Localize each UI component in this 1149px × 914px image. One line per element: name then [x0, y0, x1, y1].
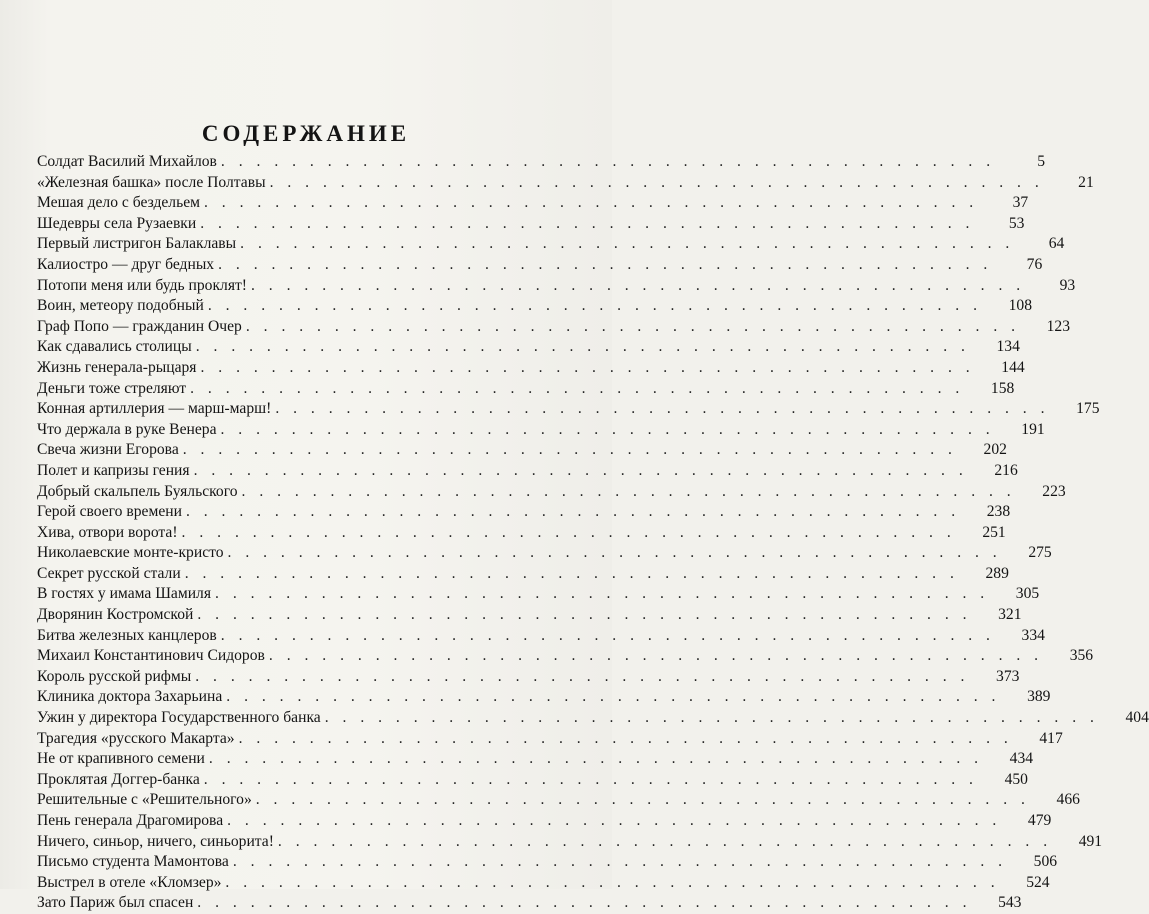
- dot-leader: . . . . . . . . . . . . . . . . . . . . . . . . . . . . . . . . . . . . . . . . . . . .: [203, 770, 978, 788]
- toc-entry: [37, 523, 1006, 544]
- toc-entry-page: 491: [1078, 832, 1103, 850]
- toc-entry-title: Шедевры села Рузаевки: [37, 214, 197, 232]
- toc-entry-title: Дворянин Костромской: [37, 606, 194, 624]
- toc-entry-page: 373: [996, 667, 1020, 685]
- toc-entry: [37, 152, 1046, 173]
- toc-entry-page: 93: [1059, 276, 1076, 294]
- toc-entry-title: Конная артиллерия — марш-марш!: [37, 400, 272, 418]
- toc-entry-title: Пень генерала Драгомирова: [37, 812, 224, 829]
- dot-leader: . . . . . . . . . . . . . . . . . . . . . . . . . . . . . . . . . . . . . . . . . . . .: [268, 647, 1044, 665]
- dot-leader: . . . . . . . . . . . . . . . . . . . . . . . . . . . . . . . . . . . . . . . . . . . .: [204, 194, 979, 212]
- toc-entry-title: Михаил Константинович Сидоров: [37, 647, 265, 665]
- toc-entry-page: 216: [994, 461, 1018, 479]
- toc-entry: [37, 276, 1076, 297]
- dot-leader: . . . . . . . . . . . . . . . . . . . . . . . . . . . . . . . . . . . . . . . . . . . .: [184, 564, 959, 582]
- dot-leader: . . . . . . . . . . . . . . . . . . . . . . . . . . . . . . . . . . . . . . . . . . . .: [324, 709, 1099, 727]
- toc-entry-title: Жизнь генерала-рыцаря: [37, 358, 197, 376]
- toc-entry: [37, 687, 1051, 708]
- toc-entry-page: 251: [982, 523, 1006, 541]
- toc-entry: [37, 317, 1071, 338]
- toc-entry-page: 450: [1004, 770, 1028, 788]
- toc-entry: [37, 811, 1052, 832]
- dot-leader: . . . . . . . . . . . . . . . . . . . . . . . . . . . . . . . . . . . . . . . . . . . .: [190, 379, 965, 397]
- toc-entry: [37, 502, 1011, 523]
- toc-entry-title: Свеча жизни Егорова: [37, 441, 179, 459]
- toc-entry-page: 479: [1027, 812, 1052, 829]
- toc-entry: [37, 173, 1094, 194]
- toc-entry: [37, 832, 1103, 853]
- toc-entry: [37, 564, 1009, 585]
- toc-entry-page: 134: [996, 338, 1020, 356]
- toc-entry-title: Деньги тоже стреляют: [37, 379, 187, 397]
- toc-entry-page: 321: [998, 606, 1022, 624]
- dot-leader: . . . . . . . . . . . . . . . . . . . . . . . . . . . . . . . . . . . . . . . . . . . .: [275, 400, 1050, 418]
- toc-entry-page: 417: [1039, 729, 1063, 747]
- toc-entry: [37, 255, 1043, 276]
- toc-entry-title: Как сдавались столицы: [37, 338, 192, 356]
- toc-entry: [37, 358, 1025, 379]
- toc-entry: [37, 893, 1022, 914]
- toc-entry-title: Добрый скальпель Буяльского: [37, 482, 238, 500]
- toc-entry: [37, 667, 1020, 688]
- toc-entry: [37, 440, 1007, 461]
- toc-entry-page: 289: [985, 564, 1009, 582]
- toc-entry-title: Зато Париж был спасен: [37, 894, 194, 912]
- toc-entry-title: Хива, отвори ворота!: [37, 523, 178, 541]
- dot-leader: . . . . . . . . . . . . . . . . . . . . . . . . . . . . . . . . . . . . . . . . . . . .: [195, 667, 970, 685]
- toc-entry: [37, 852, 1058, 873]
- toc-entry-page: 108: [1008, 297, 1032, 315]
- toc-entry: [37, 296, 1032, 317]
- toc-entry-page: 158: [990, 379, 1015, 397]
- dot-leader: . . . . . . . . . . . . . . . . . . . . . . . . . . . . . . . . . . . . . . . . . . . .: [208, 750, 984, 768]
- toc-entry: [37, 379, 1015, 400]
- dot-leader: . . . . . . . . . . . . . . . . . . . . . . . . . . . . . . . . . . . . . . . . . . . .: [182, 441, 957, 459]
- toc-entry-title: Не от крапивного семени: [37, 750, 205, 768]
- toc-entry-page: 275: [1028, 544, 1052, 562]
- toc-entry-page: 76: [1026, 255, 1043, 273]
- toc-entry-title: Солдат Василий Михайлов: [37, 153, 217, 170]
- toc-entry-page: 543: [998, 894, 1022, 912]
- toc-entry-title: Битва железных канцлеров: [37, 626, 217, 644]
- toc-entry-page: 356: [1069, 647, 1094, 665]
- dot-leader: . . . . . . . . . . . . . . . . . . . . . . . . . . . . . . . . . . . . . . . . . . . .: [197, 606, 972, 624]
- dot-leader: . . . . . . . . . . . . . . . . . . . . . . . . . . . . . . . . . . . . . . . . . . . .: [200, 214, 975, 232]
- toc-entry-title: Ничего, синьор, ничего, синьорита!: [37, 832, 274, 850]
- table-of-contents: [37, 152, 1149, 914]
- toc-entry-page: 175: [1076, 400, 1100, 418]
- dot-leader: . . . . . . . . . . . . . . . . . . . . . . . . . . . . . . . . . . . . . . . . . . . .: [238, 729, 1013, 747]
- toc-entry-title: «Железная башка» после Полтавы: [37, 173, 266, 191]
- toc-entry-page: 64: [1048, 235, 1065, 253]
- dot-leader: . . . . . . . . . . . . . . . . . . . . . . . . . . . . . . . . . . . . . . . . . . . .: [225, 873, 1000, 891]
- dot-leader: . . . . . . . . . . . . . . . . . . . . . . . . . . . . . . . . . . . . . . . . . . . .: [195, 338, 970, 356]
- toc-entry-title: Проклятая Доггер-банка: [37, 770, 200, 788]
- toc-entry: [37, 482, 1066, 503]
- toc-entry-title: Ужин у директора Государственного банка: [37, 709, 321, 727]
- toc-entry-title: Калиостро — друг бедных: [37, 255, 215, 273]
- toc-entry-title: Трагедия «русского Макарта»: [37, 729, 235, 747]
- dot-leader: . . . . . . . . . . . . . . . . . . . . . . . . . . . . . . . . . . . . . . . . . . . .: [240, 235, 1015, 253]
- toc-entry-page: 506: [1033, 853, 1058, 871]
- dot-leader: . . . . . . . . . . . . . . . . . . . . . . . . . . . . . . . . . . . . . . . . . . . .: [226, 688, 1001, 706]
- dot-leader: . . . . . . . . . . . . . . . . . . . . . . . . . . . . . . . . . . . . . . . . . . . .: [220, 626, 995, 644]
- toc-entry-page: 238: [986, 503, 1011, 521]
- toc-entry-title: Полет и капризы гения: [37, 461, 190, 479]
- toc-entry-page: 223: [1042, 482, 1066, 500]
- dot-leader: . . . . . . . . . . . . . . . . . . . . . . . . . . . . . . . . . . . . . . . . . . . .: [193, 461, 968, 479]
- toc-entry: [37, 646, 1094, 667]
- toc-entry-title: Мешая дело с бездельем: [37, 194, 200, 212]
- toc-entry-page: 191: [1021, 420, 1045, 438]
- dot-leader: . . . . . . . . . . . . . . . . . . . . . . . . . . . . . . . . . . . . . . . . . . . .: [197, 894, 972, 912]
- toc-entry: [37, 420, 1045, 441]
- toc-entry-title: В гостях у имама Шамиля: [37, 585, 212, 603]
- toc-entry-page: 389: [1027, 688, 1051, 706]
- toc-entry-title: Выстрел в отеле «Кломзер»: [37, 873, 222, 891]
- toc-entry-title: Потопи меня или будь проклят!: [37, 276, 247, 294]
- dot-leader: . . . . . . . . . . . . . . . . . . . . . . . . . . . . . . . . . . . . . . . . . . . .: [269, 173, 1044, 191]
- dot-leader: . . . . . . . . . . . . . . . . . . . . . . . . . . . . . . . . . . . . . . . . . . . .: [200, 358, 975, 376]
- dot-leader: . . . . . . . . . . . . . . . . . . . . . . . . . . . . . . . . . . . . . . . . . . . .: [207, 297, 982, 315]
- dot-leader: . . . . . . . . . . . . . . . . . . . . . . . . . . . . . . . . . . . . . . . . . . . .: [232, 853, 1008, 871]
- dot-leader: . . . . . . . . . . . . . . . . . . . . . . . . . . . . . . . . . . . . . . . . . . . .: [218, 255, 993, 273]
- toc-entry-page: 202: [983, 441, 1007, 459]
- toc-entry-page: 144: [1001, 358, 1025, 376]
- toc-entry-title: Николаевские монте-кристо: [37, 544, 224, 562]
- dot-leader: . . . . . . . . . . . . . . . . . . . . . . . . . . . . . . . . . . . . . . . . . . . .: [220, 153, 996, 170]
- dot-leader: . . . . . . . . . . . . . . . . . . . . . . . . . . . . . . . . . . . . . . . . . . . .: [227, 812, 1002, 829]
- toc-entry: [37, 399, 1100, 420]
- toc-entry: [37, 749, 1034, 770]
- toc-entry-title: Что держала в руке Венера: [37, 420, 217, 438]
- dot-leader: . . . . . . . . . . . . . . . . . . . . . . . . . . . . . . . . . . . . . . . . . . . .: [215, 585, 990, 603]
- toc-entry-page: 404: [1125, 709, 1149, 727]
- toc-entry: [37, 337, 1020, 358]
- toc-entry: [37, 214, 1025, 235]
- dot-leader: . . . . . . . . . . . . . . . . . . . . . . . . . . . . . . . . . . . . . . . . . . . .: [227, 544, 1002, 562]
- page-title: СОДЕРЖАНИЕ: [201, 121, 411, 146]
- toc-entry-title: Клиника доктора Захарьина: [37, 688, 223, 706]
- toc-entry-title: Первый листригон Балаклавы: [37, 235, 237, 253]
- toc-entry-title: Письмо студента Мамонтова: [37, 853, 229, 871]
- dot-leader: . . . . . . . . . . . . . . . . . . . . . . . . . . . . . . . . . . . . . . . . . . . .: [181, 523, 956, 541]
- dot-leader: . . . . . . . . . . . . . . . . . . . . . . . . . . . . . . . . . . . . . . . . . . . .: [220, 420, 995, 438]
- toc-entry: [37, 605, 1022, 626]
- toc-entry-page: 524: [1026, 873, 1050, 891]
- dot-leader: . . . . . . . . . . . . . . . . . . . . . . . . . . . . . . . . . . . . . . . . . . . .: [277, 832, 1053, 850]
- toc-entry-page: 434: [1009, 750, 1034, 768]
- dot-leader: . . . . . . . . . . . . . . . . . . . . . . . . . . . . . . . . . . . . . . . . . . . .: [245, 317, 1021, 335]
- toc-entry: [37, 193, 1029, 214]
- toc-entry-page: 5: [1037, 153, 1046, 170]
- toc-entry-page: 466: [1056, 791, 1080, 809]
- toc-entry-page: 21: [1078, 173, 1094, 191]
- toc-entry-page: 37: [1012, 194, 1029, 212]
- toc-entry-title: Секрет русской стали: [37, 564, 181, 582]
- toc-entry-title: Герой своего времени: [37, 503, 182, 521]
- toc-entry: [37, 234, 1065, 255]
- toc-entry-title: Решительные с «Решительного»: [37, 791, 252, 809]
- toc-entry-page: 123: [1046, 317, 1071, 335]
- toc-entry: [37, 626, 1045, 647]
- toc-entry-title: Воин, метеору подобный: [37, 297, 204, 315]
- toc-entry: [37, 461, 1018, 482]
- dot-leader: . . . . . . . . . . . . . . . . . . . . . . . . . . . . . . . . . . . . . . . . . . . .: [251, 276, 1026, 294]
- toc-entry: [37, 729, 1063, 750]
- toc-entry: [37, 708, 1149, 729]
- toc-entry-page: 53: [1008, 214, 1025, 232]
- dot-leader: . . . . . . . . . . . . . . . . . . . . . . . . . . . . . . . . . . . . . . . . . . . .: [241, 482, 1016, 500]
- toc-entry-page: 334: [1021, 626, 1045, 644]
- toc-entry: [37, 770, 1028, 791]
- toc-entry: [37, 584, 1040, 605]
- toc-entry: [37, 790, 1080, 811]
- toc-entry-title: Король русской рифмы: [37, 667, 192, 685]
- toc-entry-page: 305: [1015, 585, 1040, 603]
- toc-entry: [37, 543, 1052, 564]
- dot-leader: . . . . . . . . . . . . . . . . . . . . . . . . . . . . . . . . . . . . . . . . . . . .: [255, 791, 1030, 809]
- toc-entry-title: Граф Попо — гражданин Очер: [37, 317, 242, 335]
- toc-entry: [37, 873, 1050, 894]
- dot-leader: . . . . . . . . . . . . . . . . . . . . . . . . . . . . . . . . . . . . . . . . . . . .: [185, 503, 961, 521]
